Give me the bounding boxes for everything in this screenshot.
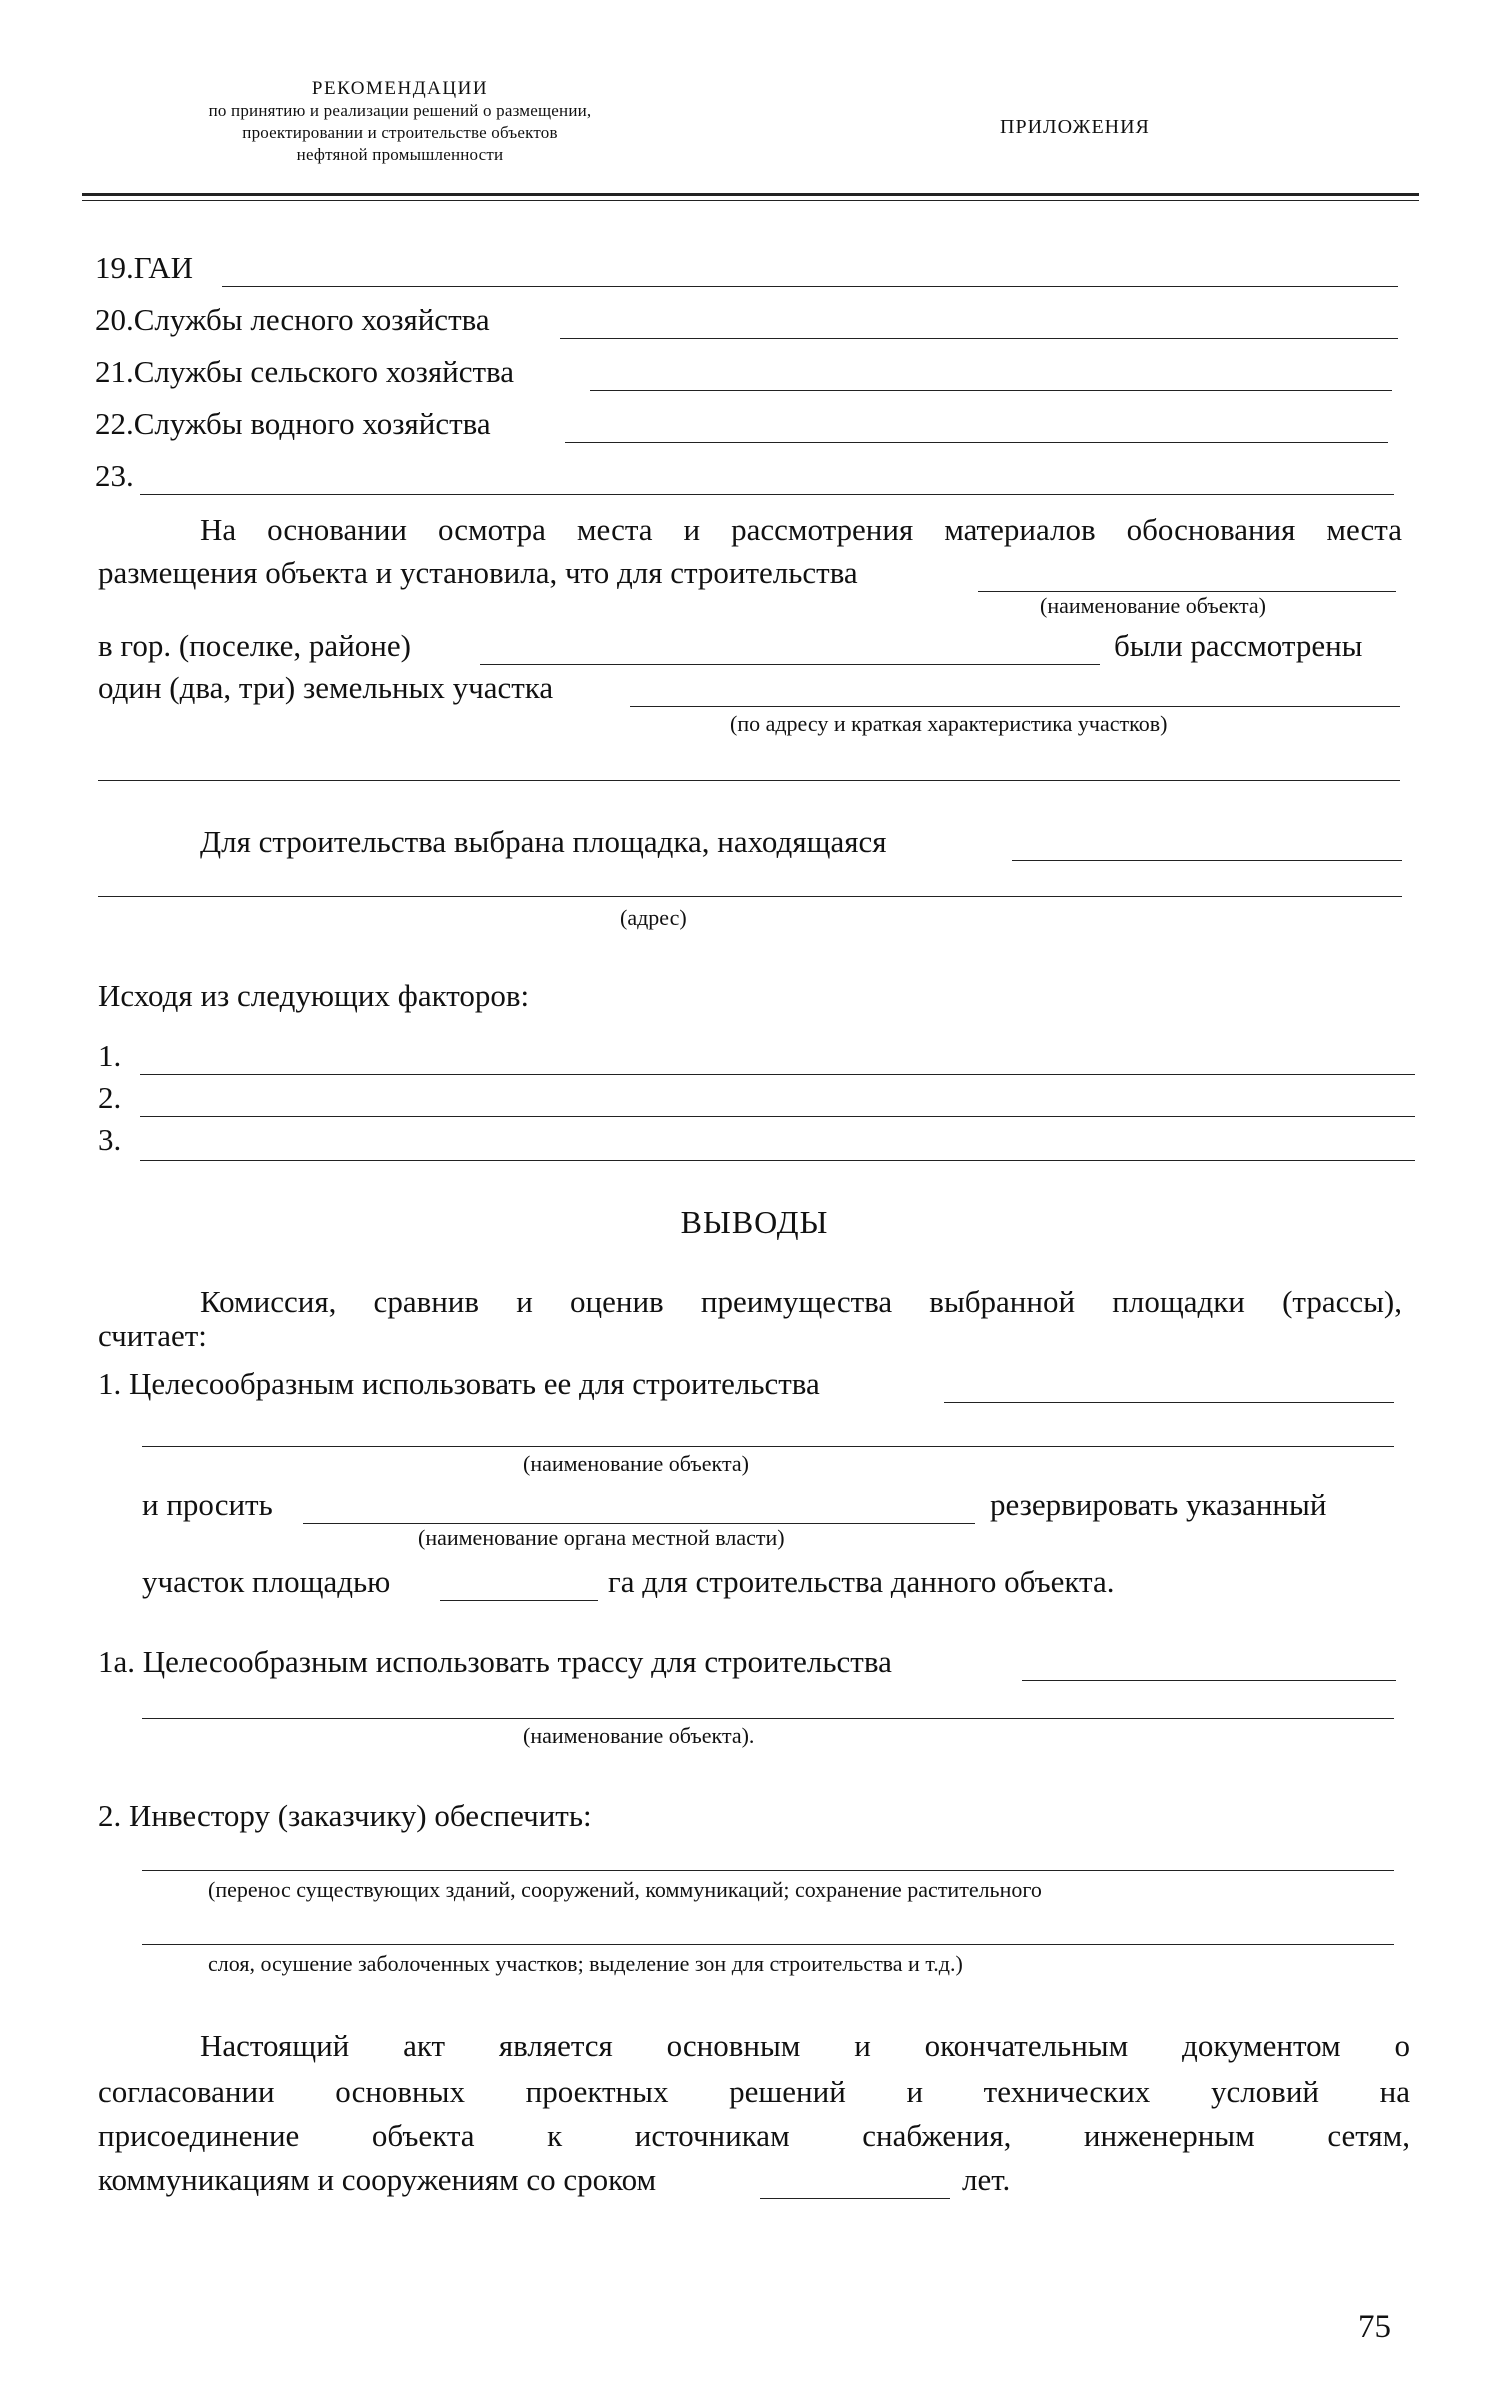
blank-line <box>1012 860 1402 861</box>
field-hint: (наименование объекта). <box>523 1723 755 1748</box>
header-section: ПРИЛОЖЕНИЯ <box>1000 116 1150 138</box>
paragraph-line: в гор. (поселке, районе) <box>98 628 411 663</box>
blank-line <box>1022 1680 1396 1681</box>
section-title: ВЫВОДЫ <box>680 1204 829 1240</box>
field-hint: (наименование объекта) <box>1040 593 1266 618</box>
paragraph-line: согласовании основных проектных решений и технических условий на <box>98 2074 1410 2109</box>
paragraph-line: считает: <box>98 1318 207 1353</box>
field-hint: (наименование объекта) <box>523 1451 749 1476</box>
paragraph-line: Для строительства выбрана площадка, находящаяся <box>200 824 887 859</box>
paragraph-line: коммуникациям и сооружениям со сроком <box>98 2162 657 2197</box>
paragraph-line: размещения объекта и установила, что для строительства <box>98 555 858 590</box>
blank-line <box>142 1718 1394 1719</box>
paragraph-line: Настоящий акт является основным и окончательным документом о <box>200 2028 1410 2063</box>
paragraph-line: и просить <box>142 1487 273 1522</box>
paragraph-line: Комиссия, сравнив и оценив преимущества выбранной площадки (трассы), <box>200 1284 1402 1319</box>
paragraph-line: лет. <box>962 2162 1011 2197</box>
field-hint: (адрес) <box>620 905 687 930</box>
paragraph-line: 2. Инвестору (заказчику) обеспечить: <box>98 1798 592 1833</box>
list-item: 19.ГАИ <box>95 250 194 285</box>
blank-line <box>142 1446 1394 1447</box>
paragraph-line: участок площадью <box>142 1564 391 1599</box>
blank-line <box>480 664 1100 665</box>
field-hint: (перенос существующих зданий, сооружений, коммуникаций; сохранение растительного <box>208 1877 1042 1902</box>
header-rule-thick <box>82 193 1419 196</box>
blank-line <box>560 338 1398 339</box>
list-item: 23. <box>95 458 134 493</box>
paragraph-line: га для строительства данного объекта. <box>608 1564 1115 1599</box>
field-hint: (по адресу и краткая характеристика участков) <box>730 711 1168 736</box>
paragraph-line: 1а. Целесообразным использовать трассу для строительства <box>98 1644 892 1679</box>
blank-line <box>944 1402 1394 1403</box>
list-item: 22.Службы водного хозяйства <box>95 406 491 441</box>
header-subtitle-1: по принятию и реализации решений о размещении, <box>208 101 592 120</box>
blank-line <box>140 494 1394 495</box>
list-item: 1. <box>98 1038 122 1073</box>
paragraph-line: 1. Целесообразным использовать ее для строительства <box>98 1366 820 1401</box>
blank-line <box>590 390 1392 391</box>
page-number: 75 <box>1358 2309 1391 2345</box>
header-subtitle-2: проектировании и строительстве объектов <box>242 123 558 142</box>
blank-line <box>440 1600 598 1601</box>
header-subtitle-3: нефтяной промышленности <box>296 145 504 164</box>
paragraph-line: На основании осмотра места и рассмотрения материалов обоснования места <box>200 512 1402 547</box>
blank-line <box>630 706 1400 707</box>
paragraph-line: присоединение объекта к источникам снабжения, инженерным сетям, <box>98 2118 1410 2153</box>
blank-line <box>140 1116 1415 1117</box>
blank-line <box>98 896 1402 897</box>
blank-line <box>98 780 1400 781</box>
list-item: 20.Службы лесного хозяйства <box>95 302 490 337</box>
blank-line <box>142 1870 1394 1871</box>
blank-line <box>565 442 1388 443</box>
factors-heading: Исходя из следующих факторов: <box>98 978 530 1013</box>
field-hint: слоя, осушение заболоченных участков; выделение зон для строительства и т.д.) <box>208 1951 963 1976</box>
paragraph-line: резервировать указанный <box>990 1487 1327 1522</box>
paragraph-line: были рассмотрены <box>1114 628 1363 663</box>
list-item: 3. <box>98 1122 122 1157</box>
field-hint: (наименование органа местной власти) <box>418 1525 785 1550</box>
list-item: 21.Службы сельского хозяйства <box>95 354 514 389</box>
paragraph-line: один (два, три) земельных участка <box>98 670 554 705</box>
list-item: 2. <box>98 1080 122 1115</box>
blank-line <box>142 1944 1394 1945</box>
header-title: РЕКОМЕНДАЦИИ <box>311 78 489 99</box>
running-header <box>120 78 680 166</box>
blank-line <box>140 1074 1415 1075</box>
blank-line <box>222 286 1398 287</box>
blank-line <box>760 2198 950 2199</box>
blank-line <box>140 1160 1415 1161</box>
header-rule-thin <box>82 200 1419 201</box>
